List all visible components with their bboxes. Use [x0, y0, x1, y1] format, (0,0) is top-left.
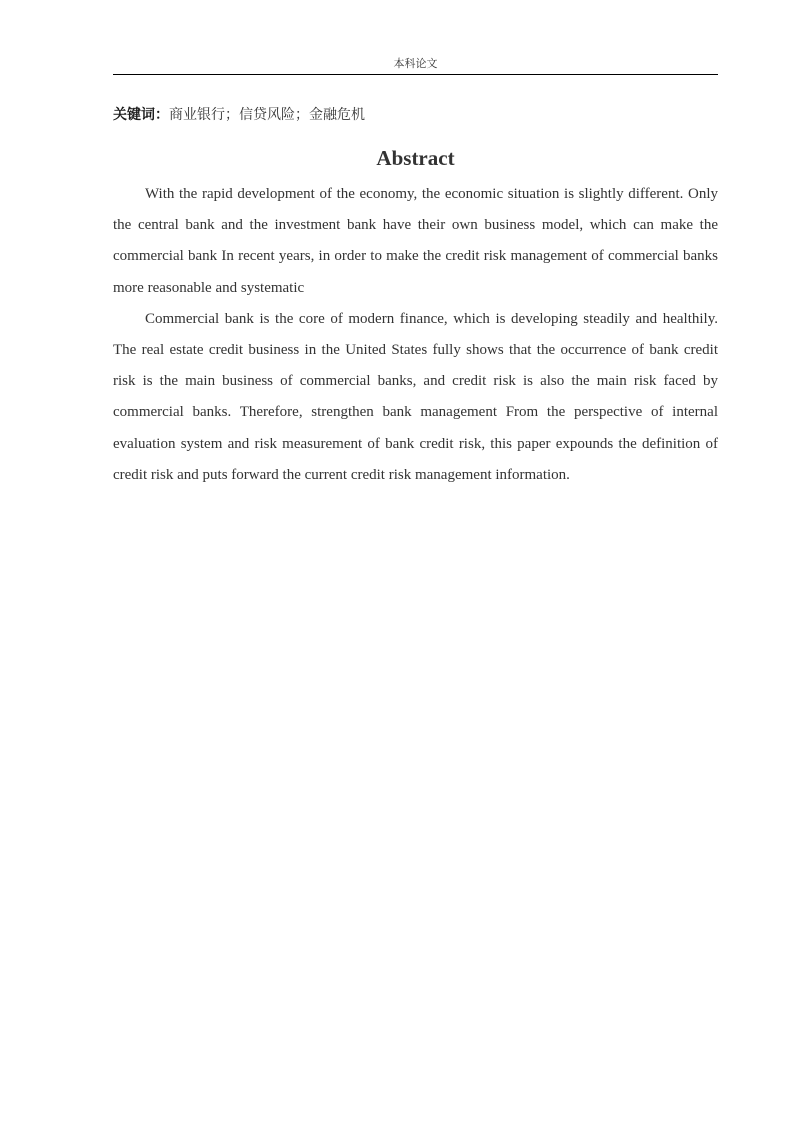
keywords-values: 商业银行；信贷风险；金融危机	[169, 107, 365, 123]
abstract-heading: Abstract	[376, 146, 455, 170]
running-header: 本科论文	[113, 57, 718, 75]
abstract-paragraph-1: With the rapid development of the economy, the economic situation is slightly different. Only the central bank and the investment bank have their own business model, which can make the commercial bank In recent years, in order to make the credit risk management of commercial banks more reasonable and systematic	[113, 186, 718, 296]
abstract-paragraph-2: Commercial bank is the core of modern finance, which is developing steadily and healthily. The real estate credit business in the United States fully shows that the occurrence of bank credit risk is the main business of commercial banks, and credit risk is also the main risk faced by commercial banks. Therefore, strengthen bank management From the perspective of internal evaluation system and risk measurement of bank credit risk, this paper expounds the definition of credit risk and puts forward the current credit risk management information.	[113, 310, 718, 483]
keywords-line	[113, 104, 718, 126]
abstract-body	[113, 179, 718, 491]
keywords-label: 关键词：	[113, 107, 169, 123]
